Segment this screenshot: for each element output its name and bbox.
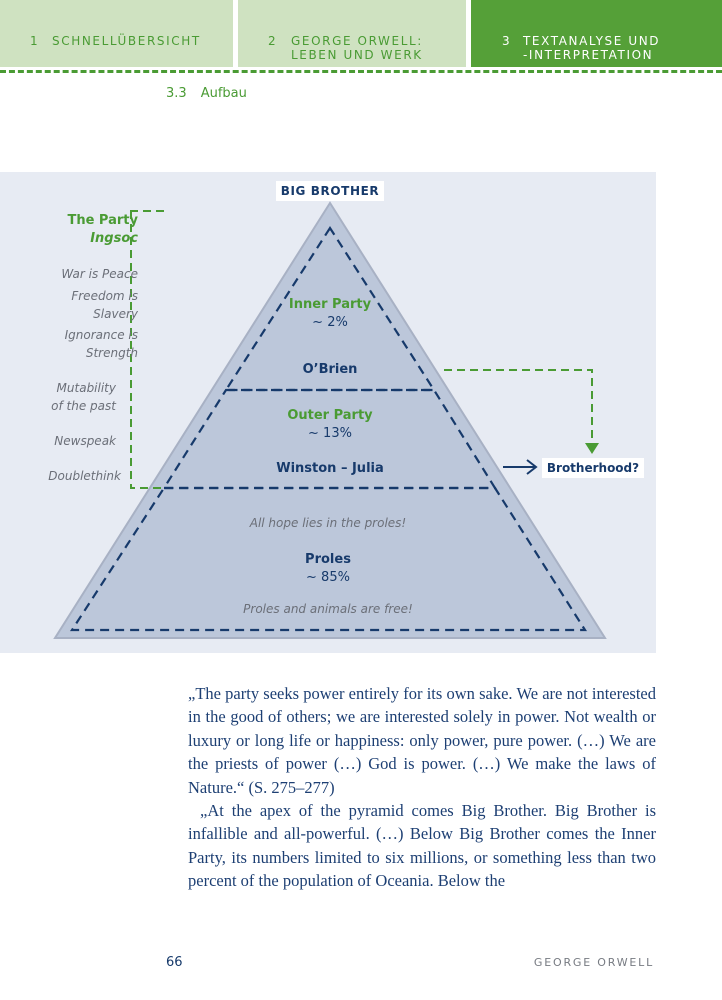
tab-schnelluebersicht[interactable] bbox=[0, 0, 233, 67]
tab-label bbox=[291, 34, 423, 62]
principle-item bbox=[36, 467, 121, 485]
big-brother-label: BIG BROTHER bbox=[276, 181, 384, 201]
brotherhood-arrowhead bbox=[585, 443, 599, 454]
tab-textanalyse[interactable] bbox=[471, 0, 722, 67]
ideology-label: Ingsoc bbox=[90, 231, 138, 246]
outer-party-share: ~ 13% bbox=[308, 426, 352, 441]
section-title: Aufbau bbox=[200, 86, 247, 101]
principle-line: of the past bbox=[51, 399, 116, 413]
tab-label bbox=[523, 34, 660, 62]
inner-party-share: ~ 2% bbox=[312, 315, 348, 330]
quote-block bbox=[188, 682, 656, 893]
outer-party-title: Outer Party bbox=[287, 408, 373, 423]
principle-line: Strength bbox=[85, 346, 138, 360]
proles-hope-note: All hope lies in the proles! bbox=[249, 516, 407, 530]
principle-line: Doublethink bbox=[48, 469, 121, 483]
proles-free-note: Proles and animals are free! bbox=[243, 602, 413, 616]
proles-title: Proles bbox=[305, 552, 351, 567]
party-heading bbox=[36, 212, 138, 248]
party-label: The Party bbox=[67, 213, 138, 228]
tab-label-line2: -INTERPRETATION bbox=[523, 48, 654, 62]
principle-item bbox=[36, 326, 138, 362]
section-heading bbox=[166, 86, 247, 101]
tab-leben-und-werk[interactable] bbox=[238, 0, 466, 67]
tab-label-line1: GEORGE ORWELL: bbox=[291, 34, 423, 48]
principle-item bbox=[36, 432, 116, 450]
brotherhood-label: Brotherhood? bbox=[542, 458, 644, 478]
principle-item bbox=[36, 265, 138, 283]
tab-label-line2: LEBEN UND WERK bbox=[291, 48, 423, 62]
inner-party-title: Inner Party bbox=[288, 297, 372, 312]
principle-line: Mutability bbox=[56, 381, 116, 395]
principle-line: Ignorance is bbox=[64, 328, 138, 342]
quote-paragraph-1: „The party seeks power entirely for its own sake. We are not interested in the good of others; we are interested solely in power. Not wealth or luxury or long life or happiness: only power, pure power. (…) We are the priests of power (…) God is power. (…) We make the laws of Nature.“ (S. 275–277) bbox=[188, 684, 656, 797]
principle-line: War is Peace bbox=[61, 267, 138, 281]
page-number: 66 bbox=[166, 955, 183, 970]
quote-paragraph-2: „At the apex of the pyramid comes Big Brother. Big Brother is infallible and all-powerful. (…) Below Big Brother comes the Inner Party, its numbers limited to six millions, or something less than two percent of the population of Oceania. Below the bbox=[188, 801, 656, 891]
principle-line: Slavery bbox=[93, 307, 138, 321]
tab-number: 3 bbox=[502, 34, 512, 48]
winston-julia-label: Winston – Julia bbox=[276, 461, 384, 476]
header-dashed-rule bbox=[0, 70, 722, 73]
principle-line: Freedom is bbox=[71, 289, 138, 303]
principle-item bbox=[36, 287, 138, 323]
tab-number: 1 bbox=[30, 34, 40, 48]
proles-share: ~ 85% bbox=[306, 570, 350, 585]
principle-item bbox=[36, 379, 116, 415]
section-number: 3.3 bbox=[166, 86, 187, 101]
tab-label: SCHNELLÜBERSICHT bbox=[52, 34, 201, 48]
tab-label-line1: TEXTANALYSE UND bbox=[523, 34, 661, 48]
chapter-tabs bbox=[0, 0, 722, 70]
tab-number: 2 bbox=[268, 34, 278, 48]
running-head: GEORGE ORWELL bbox=[533, 956, 654, 969]
principle-line: Newspeak bbox=[54, 434, 116, 448]
obrien-label: O’Brien bbox=[302, 362, 358, 377]
